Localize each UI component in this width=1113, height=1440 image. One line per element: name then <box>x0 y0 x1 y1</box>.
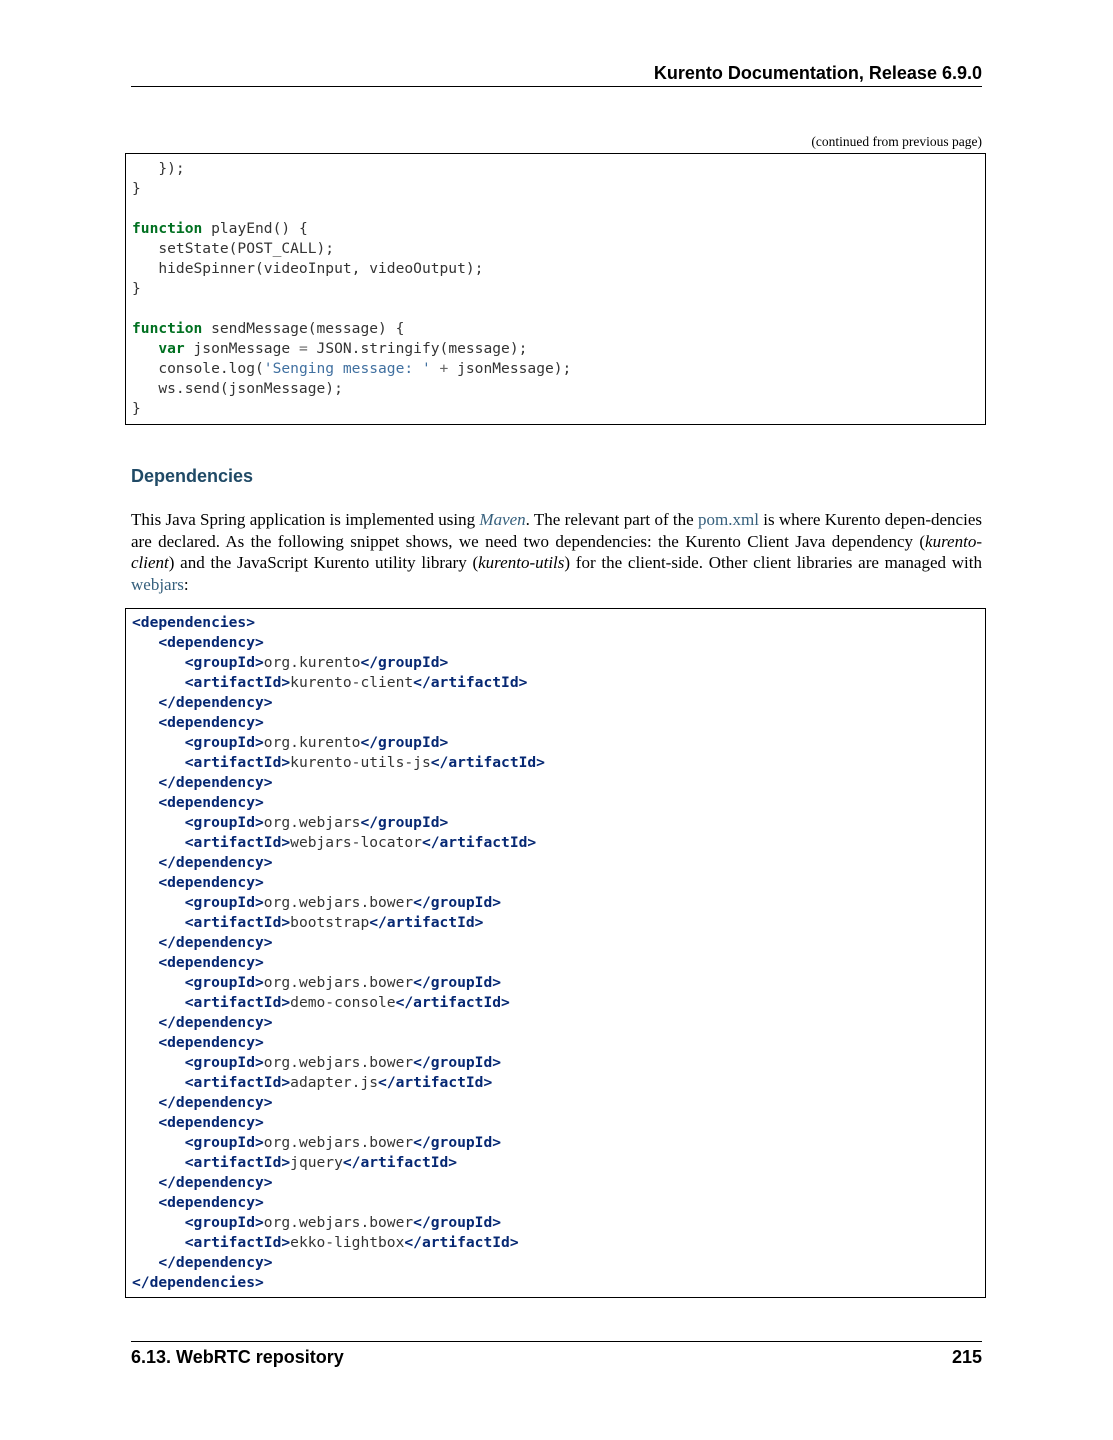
code-line <box>132 1273 979 1293</box>
code-token <box>132 954 158 971</box>
code-line <box>132 399 979 419</box>
code-token: function <box>132 320 203 337</box>
code-line <box>132 159 979 179</box>
code-token <box>132 1194 158 1211</box>
code-token: </dependency> <box>158 1174 273 1191</box>
kurento-utils-term: kurento-utils <box>478 553 565 573</box>
code-token: <dependency> <box>158 954 264 971</box>
code-token: <groupId> <box>184 734 264 751</box>
code-token: </artifactId> <box>378 1074 493 1091</box>
code-token: org.kurento <box>263 654 361 671</box>
code-token: <groupId> <box>184 974 264 991</box>
code-token: playEnd() { <box>202 220 308 237</box>
code-line <box>132 319 979 339</box>
code-token: <groupId> <box>184 814 264 831</box>
code-token <box>132 1154 185 1171</box>
code-line <box>132 1213 979 1233</box>
code-line <box>132 673 979 693</box>
paragraph-text: ) and the JavaScript Kurento utility library ( <box>168 553 479 573</box>
code-token: </dependency> <box>158 934 273 951</box>
code-token <box>132 914 185 931</box>
code-line <box>132 1073 979 1093</box>
code-token: </groupId> <box>360 734 449 751</box>
code-token: <artifactId> <box>184 1154 291 1171</box>
code-token: org.webjars.bower <box>263 1134 414 1151</box>
code-token <box>132 874 158 891</box>
maven-link[interactable]: Maven <box>479 510 526 529</box>
code-token: <artifactId> <box>184 914 291 931</box>
code-line <box>132 1113 979 1133</box>
code-token: <dependency> <box>158 874 264 891</box>
code-line <box>132 219 979 239</box>
code-token: <artifactId> <box>184 834 291 851</box>
code-token <box>132 694 158 711</box>
code-token: </dependency> <box>158 854 273 871</box>
code-line <box>132 1053 979 1073</box>
code-line <box>132 873 979 893</box>
paragraph-text: This Java Spring application is implemented using <box>131 510 480 529</box>
code-token <box>132 934 158 951</box>
code-token: setState(POST_CALL); <box>132 240 335 257</box>
code-line <box>132 1233 979 1253</box>
code-token: </dependency> <box>158 1094 273 1111</box>
code-token: + <box>439 360 449 377</box>
code-token: <groupId> <box>184 1214 264 1231</box>
code-token: } <box>132 400 141 417</box>
code-token: JSON.stringify(message); <box>307 340 528 357</box>
code-token <box>132 734 185 751</box>
footer-rule <box>131 1341 982 1342</box>
paragraph-text: is where Kurento depen-dencies are declared. As the following snippet shows, we need two dependencies: the Kurento Client Java dependency ( <box>131 510 982 551</box>
code-token: org.kurento <box>263 734 361 751</box>
code-line <box>132 279 979 299</box>
code-token: </dependency> <box>158 774 273 791</box>
code-token: <artifactId> <box>184 1234 291 1251</box>
code-token <box>132 1034 158 1051</box>
code-token <box>132 1234 185 1251</box>
code-token: </artifactId> <box>404 1234 519 1251</box>
code-token: } <box>132 280 141 297</box>
code-token: webjars-locator <box>290 834 422 851</box>
code-token: kurento-client <box>290 674 414 691</box>
code-token: jsonMessage <box>184 340 299 357</box>
code-token: </dependency> <box>158 694 273 711</box>
code-token: </artifactId> <box>430 754 545 771</box>
code-token: <artifactId> <box>184 674 291 691</box>
code-line <box>132 773 979 793</box>
paragraph-text: ) for the client-side. Other client libraries are managed with <box>564 553 982 573</box>
code-token: adapter.js <box>290 1074 379 1091</box>
code-line <box>132 379 979 399</box>
code-line <box>132 633 979 653</box>
code-token <box>132 654 185 671</box>
code-token: </artifactId> <box>342 1154 458 1171</box>
code-token: <dependency> <box>158 714 264 731</box>
page-number: 215 <box>951 1347 982 1367</box>
code-line <box>132 1173 979 1193</box>
code-token <box>132 774 158 791</box>
code-token: </artifactId> <box>395 994 510 1011</box>
code-line <box>132 199 979 219</box>
code-token: <dependency> <box>158 634 264 651</box>
section-heading-dependencies: Dependencies <box>131 466 254 486</box>
code-token <box>132 1174 158 1191</box>
code-token <box>132 1134 185 1151</box>
header-rule <box>131 86 982 87</box>
code-token <box>132 974 185 991</box>
code-line <box>132 239 979 259</box>
code-token: <groupId> <box>184 894 264 911</box>
code-line <box>132 359 979 379</box>
code-line <box>132 1133 979 1153</box>
code-token: org.webjars.bower <box>263 974 414 991</box>
code-token <box>132 814 185 831</box>
code-token <box>132 714 158 731</box>
code-token: function <box>132 220 203 237</box>
code-token <box>132 834 185 851</box>
code-token <box>132 1054 185 1071</box>
code-token: ekko-lightbox <box>290 1234 405 1251</box>
code-line <box>132 753 979 773</box>
code-token: console.log( <box>132 360 264 377</box>
code-token <box>132 754 185 771</box>
code-token: </groupId> <box>413 1054 502 1071</box>
code-line <box>132 1033 979 1053</box>
code-token <box>132 1094 158 1111</box>
webjars-link[interactable]: webjars <box>131 574 184 594</box>
code-token: <artifactId> <box>184 1074 291 1091</box>
code-token: </groupId> <box>413 1214 502 1231</box>
code-line <box>132 299 979 319</box>
code-token: org.webjars <box>263 814 361 831</box>
code-token: }); <box>132 160 185 177</box>
code-token: </dependency> <box>158 1014 273 1031</box>
code-line <box>132 1013 979 1033</box>
code-token: <dependency> <box>158 1034 264 1051</box>
code-token: demo-console <box>290 994 396 1011</box>
code-line <box>132 1093 979 1113</box>
code-line <box>132 1253 979 1273</box>
code-token: <groupId> <box>184 1054 264 1071</box>
code-token: <dependency> <box>158 794 264 811</box>
code-token: kurento-utils-js <box>290 754 431 771</box>
code-line <box>132 793 979 813</box>
code-line <box>132 833 979 853</box>
code-token: org.webjars.bower <box>263 1214 414 1231</box>
code-token <box>132 994 185 1011</box>
continued-note: (continued from previous page) <box>811 134 982 149</box>
code-token: </artifactId> <box>369 914 484 931</box>
code-token: <dependency> <box>158 1194 264 1211</box>
dependencies-paragraph <box>131 509 982 595</box>
code-token <box>132 794 158 811</box>
code-token: org.webjars.bower <box>263 1054 414 1071</box>
code-line <box>132 1193 979 1213</box>
code-token <box>431 360 440 377</box>
paragraph-text: : <box>183 574 189 594</box>
code-token <box>132 1074 185 1091</box>
code-token <box>132 1014 158 1031</box>
code-line <box>132 179 979 199</box>
code-token: </groupId> <box>413 974 502 991</box>
code-line <box>132 933 979 953</box>
code-line <box>132 259 979 279</box>
code-line <box>132 953 979 973</box>
code-token: </dependency> <box>158 1254 273 1271</box>
kurento-client-term: kurento-client <box>131 531 982 573</box>
code-token: <artifactId> <box>184 754 291 771</box>
code-line <box>132 853 979 873</box>
code-line <box>132 1153 979 1173</box>
code-token <box>132 1114 158 1131</box>
code-token: var <box>158 340 185 357</box>
code-token: sendMessage(message) { <box>202 320 405 337</box>
code-token <box>132 634 158 651</box>
code-line <box>132 813 979 833</box>
code-token: } <box>132 180 141 197</box>
code-token: jsonMessage); <box>448 360 572 377</box>
code-token <box>132 1214 185 1231</box>
code-token: hideSpinner(videoInput, videoOutput); <box>132 260 484 277</box>
code-token: ws.send(jsonMessage); <box>132 380 343 397</box>
code-line <box>132 893 979 913</box>
code-token: </groupId> <box>413 894 502 911</box>
javascript-code-block <box>125 153 986 425</box>
paragraph-text: . The relevant part of the <box>525 510 699 529</box>
code-token <box>132 894 185 911</box>
code-token: <dependencies> <box>132 614 256 631</box>
code-token: <groupId> <box>184 654 264 671</box>
code-token: <dependency> <box>158 1114 264 1131</box>
code-token: org.webjars.bower <box>263 894 414 911</box>
code-line <box>132 693 979 713</box>
code-token: </groupId> <box>360 654 449 671</box>
code-line <box>132 993 979 1013</box>
footer-section-title: 6.13. WebRTC repository <box>131 1347 344 1367</box>
code-token: jquery <box>290 1154 343 1171</box>
code-token: </artifactId> <box>421 834 537 851</box>
code-token: <artifactId> <box>184 994 291 1011</box>
pom-xml-link[interactable]: pom.xml <box>698 510 759 529</box>
code-token <box>132 854 158 871</box>
code-token: <groupId> <box>184 1134 264 1151</box>
code-line <box>132 913 979 933</box>
running-header-title: Kurento Documentation, Release 6.9.0 <box>653 63 982 83</box>
code-token <box>132 340 158 357</box>
code-line <box>132 613 979 633</box>
code-line <box>132 973 979 993</box>
code-token: </dependencies> <box>132 1274 264 1291</box>
code-token: </groupId> <box>360 814 449 831</box>
code-token <box>132 674 185 691</box>
code-line <box>132 733 979 753</box>
code-token: 'Senging message: ' <box>263 360 431 377</box>
code-token: bootstrap <box>290 914 370 931</box>
code-line <box>132 713 979 733</box>
code-token: </groupId> <box>413 1134 502 1151</box>
code-line <box>132 339 979 359</box>
code-line <box>132 653 979 673</box>
code-token <box>132 1254 158 1271</box>
xml-code-block <box>125 608 986 1298</box>
code-token: = <box>298 340 308 357</box>
code-token: </artifactId> <box>413 674 528 691</box>
